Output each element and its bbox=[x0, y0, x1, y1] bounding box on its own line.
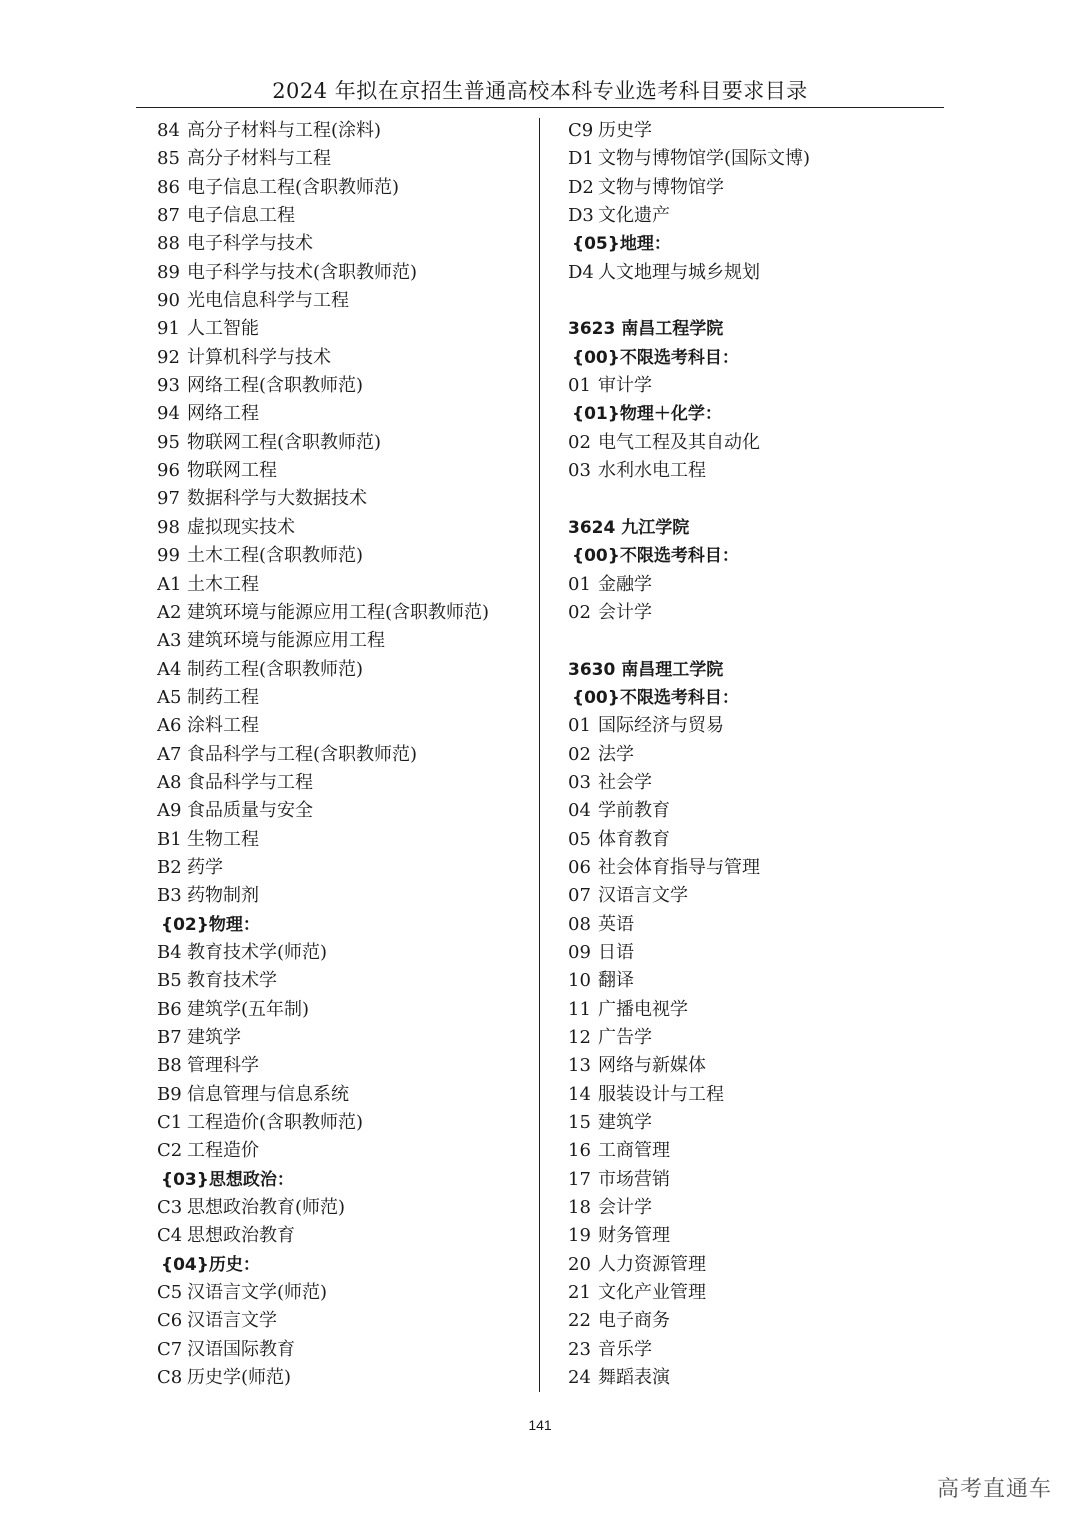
major-entry bbox=[157, 287, 532, 315]
major-code: 14 bbox=[568, 1083, 591, 1105]
major-name: 会计学 bbox=[598, 601, 652, 623]
watermark: 高考直通车 bbox=[936, 1477, 1052, 1502]
major-name: 社会学 bbox=[598, 771, 652, 793]
major-code: 86 bbox=[157, 176, 180, 198]
major-entry bbox=[157, 315, 532, 343]
major-code: 02 bbox=[568, 743, 591, 765]
major-code: 92 bbox=[157, 346, 180, 368]
major-name: 食品质量与安全 bbox=[187, 800, 313, 822]
major-code: 21 bbox=[568, 1282, 591, 1304]
major-code: C8 bbox=[157, 1367, 183, 1389]
major-entry bbox=[157, 117, 532, 145]
major-name: 汉语言文学 bbox=[187, 1310, 277, 1332]
major-entry bbox=[568, 1137, 938, 1165]
major-code: 93 bbox=[157, 375, 180, 397]
school-heading: 3623 南昌工程学院 bbox=[568, 319, 724, 340]
major-entry bbox=[157, 485, 532, 513]
major-entry bbox=[568, 854, 938, 882]
major-entry bbox=[568, 202, 938, 230]
major-name: 财务管理 bbox=[598, 1225, 670, 1247]
major-code: 99 bbox=[157, 545, 180, 567]
major-name: 网络工程 bbox=[187, 403, 259, 425]
major-code: 02 bbox=[568, 431, 591, 453]
column-divider bbox=[539, 118, 540, 1392]
major-entry bbox=[157, 854, 532, 882]
major-entry bbox=[568, 996, 938, 1024]
major-entry bbox=[568, 939, 938, 967]
major-entry bbox=[157, 1222, 532, 1250]
major-code: 10 bbox=[568, 970, 591, 992]
major-entry bbox=[568, 797, 938, 825]
major-name: 信息管理与信息系统 bbox=[187, 1083, 349, 1105]
major-entry bbox=[568, 1279, 938, 1307]
major-name: 金融学 bbox=[598, 573, 652, 595]
major-name: 广告学 bbox=[598, 1027, 652, 1048]
major-name: 虚拟现实技术 bbox=[187, 516, 295, 538]
major-name: 舞蹈表演 bbox=[598, 1367, 670, 1389]
major-code: C6 bbox=[157, 1310, 183, 1332]
major-entry bbox=[157, 1052, 532, 1080]
major-code: 89 bbox=[157, 261, 180, 283]
major-entry bbox=[568, 741, 938, 769]
subject-group-heading: {00}不限选考科目： bbox=[572, 546, 739, 567]
major-code: 94 bbox=[157, 403, 180, 425]
major-name: 翻译 bbox=[598, 970, 634, 992]
major-code: A8 bbox=[157, 771, 182, 793]
major-name: 高分子材料与工程 bbox=[187, 148, 331, 170]
major-name: 会计学 bbox=[598, 1197, 652, 1219]
major-entry bbox=[157, 1137, 532, 1165]
major-name: 建筑环境与能源应用工程 bbox=[187, 630, 385, 652]
major-name: 英语 bbox=[598, 913, 634, 935]
major-entry bbox=[157, 344, 532, 372]
major-name: 文化产业管理 bbox=[598, 1282, 706, 1304]
major-code: 22 bbox=[568, 1310, 591, 1332]
major-entry bbox=[157, 542, 532, 570]
major-name: 法学 bbox=[598, 743, 634, 765]
major-entry bbox=[568, 1024, 938, 1052]
major-code: 01 bbox=[568, 375, 591, 397]
major-name: 文物与博物馆学 bbox=[598, 176, 724, 198]
major-name: 国际经济与贸易 bbox=[598, 715, 724, 737]
major-code: B7 bbox=[157, 1027, 182, 1048]
major-entry bbox=[568, 967, 938, 995]
major-entry bbox=[157, 429, 532, 457]
major-name: 服装设计与工程 bbox=[598, 1083, 724, 1105]
major-code: 04 bbox=[568, 800, 591, 822]
page-number: 141 bbox=[528, 1417, 552, 1433]
major-code: 02 bbox=[568, 601, 591, 623]
major-entry bbox=[568, 769, 938, 797]
major-name: 电子信息工程 bbox=[187, 205, 295, 227]
major-code: A6 bbox=[157, 715, 182, 737]
major-name: 汉语言文学 bbox=[598, 885, 688, 907]
major-entry bbox=[157, 1109, 532, 1137]
major-name: 体育教育 bbox=[598, 828, 670, 850]
major-code: A4 bbox=[157, 658, 182, 680]
major-code: 23 bbox=[568, 1338, 591, 1360]
major-code: 95 bbox=[157, 431, 180, 453]
major-entry bbox=[568, 174, 938, 202]
major-entry bbox=[568, 1052, 938, 1080]
major-code: 18 bbox=[568, 1197, 591, 1219]
major-name: 市场营销 bbox=[598, 1168, 670, 1190]
major-name: 建筑学 bbox=[187, 1027, 241, 1048]
major-name: 工商管理 bbox=[598, 1140, 670, 1162]
major-code: 08 bbox=[568, 913, 591, 935]
major-code: 13 bbox=[568, 1055, 591, 1077]
major-name: 学前教育 bbox=[598, 800, 670, 822]
major-name: 历史学(师范) bbox=[187, 1367, 292, 1389]
major-name: 建筑学 bbox=[598, 1112, 652, 1134]
major-entry bbox=[568, 882, 938, 910]
major-name: 水利水电工程 bbox=[598, 460, 706, 482]
major-entry bbox=[157, 400, 532, 428]
major-code: A1 bbox=[157, 573, 182, 595]
major-entry bbox=[157, 712, 532, 740]
major-name: 日语 bbox=[598, 941, 634, 963]
major-entry bbox=[157, 1307, 532, 1335]
major-entry bbox=[157, 1081, 532, 1109]
spacer bbox=[568, 485, 938, 513]
subject-group-heading: {02}物理： bbox=[161, 914, 260, 935]
major-entry bbox=[568, 1109, 938, 1137]
major-name: 建筑环境与能源应用工程(含职教师范) bbox=[187, 601, 490, 623]
major-code: 87 bbox=[157, 205, 180, 227]
major-entry bbox=[157, 627, 532, 655]
major-entry bbox=[568, 911, 938, 939]
major-entry bbox=[157, 1336, 532, 1364]
major-name: 制药工程 bbox=[187, 686, 259, 708]
major-entry bbox=[157, 259, 532, 287]
major-entry bbox=[157, 996, 532, 1024]
major-name: 人力资源管理 bbox=[598, 1253, 706, 1275]
major-entry bbox=[157, 967, 532, 995]
major-name: 教育技术学 bbox=[187, 970, 277, 992]
major-entry bbox=[568, 1222, 938, 1250]
major-entry bbox=[157, 939, 532, 967]
major-code: B1 bbox=[157, 828, 182, 850]
major-code: 05 bbox=[568, 828, 591, 850]
major-code: 88 bbox=[157, 233, 180, 255]
major-entry bbox=[157, 1024, 532, 1052]
major-entry bbox=[157, 514, 532, 542]
major-code: D3 bbox=[568, 205, 594, 227]
major-name: 文物与博物馆学(国际文博) bbox=[598, 148, 811, 170]
major-entry bbox=[568, 145, 938, 173]
major-name: 电子信息工程(含职教师范) bbox=[187, 176, 400, 198]
major-code: 85 bbox=[157, 148, 180, 170]
major-code: C7 bbox=[157, 1338, 183, 1360]
major-entry bbox=[568, 372, 938, 400]
major-code: B2 bbox=[157, 856, 182, 878]
major-code: B6 bbox=[157, 998, 182, 1020]
major-entry bbox=[157, 797, 532, 825]
major-code: B3 bbox=[157, 885, 182, 907]
major-code: 24 bbox=[568, 1367, 591, 1389]
major-name: 文化遗产 bbox=[598, 205, 670, 227]
major-code: D1 bbox=[568, 148, 594, 170]
major-entry bbox=[568, 1364, 938, 1392]
major-code: C3 bbox=[157, 1197, 183, 1219]
major-entry bbox=[568, 1251, 938, 1279]
spacer bbox=[568, 287, 938, 315]
subject-group-heading: {04}历史： bbox=[161, 1254, 260, 1275]
major-code: 11 bbox=[568, 998, 591, 1020]
major-code: 15 bbox=[568, 1112, 591, 1134]
major-entry bbox=[157, 145, 532, 173]
major-name: 电子科学与技术(含职教师范) bbox=[187, 261, 418, 283]
major-code: 98 bbox=[157, 516, 180, 538]
major-entry bbox=[568, 259, 938, 287]
major-name: 食品科学与工程(含职教师范) bbox=[187, 743, 418, 765]
major-name: 涂料工程 bbox=[187, 715, 259, 737]
major-entry bbox=[157, 1279, 532, 1307]
major-entry bbox=[568, 1307, 938, 1335]
major-code: D2 bbox=[568, 176, 594, 198]
major-name: 建筑学(五年制) bbox=[187, 998, 310, 1020]
subject-group-heading: {01}物理＋化学： bbox=[572, 404, 722, 425]
subject-group-heading: {03}思想政治： bbox=[161, 1169, 294, 1190]
major-code: D4 bbox=[568, 261, 594, 283]
major-code: 19 bbox=[568, 1225, 591, 1247]
major-entry bbox=[157, 457, 532, 485]
major-code: 91 bbox=[157, 318, 180, 340]
major-code: 12 bbox=[568, 1027, 591, 1048]
major-entry bbox=[157, 741, 532, 769]
major-name: 工程造价(含职教师范) bbox=[187, 1112, 364, 1134]
major-entry bbox=[568, 826, 938, 854]
major-entry bbox=[157, 882, 532, 910]
major-entry bbox=[568, 1081, 938, 1109]
subject-group-heading: {00}不限选考科目： bbox=[572, 687, 739, 708]
major-name: 药学 bbox=[187, 856, 223, 878]
major-name: 计算机科学与技术 bbox=[187, 346, 331, 368]
major-name: 网络工程(含职教师范) bbox=[187, 375, 364, 397]
major-entry bbox=[157, 202, 532, 230]
major-name: 物联网工程(含职教师范) bbox=[187, 431, 382, 453]
major-code: B9 bbox=[157, 1083, 182, 1105]
major-code: A5 bbox=[157, 686, 182, 708]
major-code: 01 bbox=[568, 573, 591, 595]
major-name: 审计学 bbox=[598, 375, 652, 397]
major-name: 管理科学 bbox=[187, 1055, 259, 1077]
spacer bbox=[568, 627, 938, 655]
major-entry bbox=[157, 769, 532, 797]
major-code: A9 bbox=[157, 800, 182, 822]
major-code: 09 bbox=[568, 941, 591, 963]
major-name: 历史学 bbox=[598, 120, 652, 141]
major-entry bbox=[568, 1194, 938, 1222]
title-underline bbox=[136, 107, 944, 108]
major-entry bbox=[157, 1194, 532, 1222]
major-entry bbox=[568, 1336, 938, 1364]
right-column bbox=[568, 117, 938, 1392]
major-name: 药物制剂 bbox=[187, 885, 259, 907]
major-name: 制药工程(含职教师范) bbox=[187, 658, 364, 680]
major-name: 工程造价 bbox=[187, 1140, 259, 1162]
major-code: 06 bbox=[568, 856, 591, 878]
major-entry bbox=[568, 457, 938, 485]
major-entry bbox=[157, 1364, 532, 1392]
major-entry bbox=[568, 1166, 938, 1194]
major-entry bbox=[157, 684, 532, 712]
major-code: A2 bbox=[157, 601, 182, 623]
major-code: 07 bbox=[568, 885, 591, 907]
major-name: 电气工程及其自动化 bbox=[598, 431, 760, 453]
major-entry bbox=[568, 712, 938, 740]
major-name: 土木工程(含职教师范) bbox=[187, 545, 364, 567]
major-name: 思想政治教育 bbox=[187, 1225, 295, 1247]
major-code: 03 bbox=[568, 771, 591, 793]
major-code: 16 bbox=[568, 1140, 591, 1162]
major-name: 光电信息科学与工程 bbox=[187, 290, 349, 312]
major-code: C2 bbox=[157, 1140, 183, 1162]
major-name: 汉语言文学(师范) bbox=[187, 1282, 328, 1304]
major-entry bbox=[157, 656, 532, 684]
major-entry bbox=[157, 826, 532, 854]
major-name: 电子科学与技术 bbox=[187, 233, 313, 255]
major-name: 电子商务 bbox=[598, 1310, 670, 1332]
major-entry bbox=[568, 429, 938, 457]
major-name: 广播电视学 bbox=[598, 998, 688, 1020]
major-entry bbox=[157, 571, 532, 599]
school-heading: 3630 南昌理工学院 bbox=[568, 659, 724, 680]
major-entry bbox=[157, 230, 532, 258]
major-entry bbox=[568, 117, 938, 145]
major-name: 教育技术学(师范) bbox=[187, 941, 328, 963]
major-code: A7 bbox=[157, 743, 182, 765]
major-code: 03 bbox=[568, 460, 591, 482]
subject-group-heading: {05}地理： bbox=[572, 234, 671, 255]
major-code: C4 bbox=[157, 1225, 183, 1247]
left-column bbox=[157, 117, 532, 1392]
major-name: 人工智能 bbox=[187, 318, 259, 340]
major-code: A3 bbox=[157, 630, 182, 652]
major-name: 高分子材料与工程(涂料) bbox=[187, 120, 382, 141]
major-entry bbox=[157, 174, 532, 202]
page-title: 2024 年拟在京招生普通高校本科专业选考科目要求目录 bbox=[272, 79, 808, 103]
major-name: 人文地理与城乡规划 bbox=[598, 261, 760, 283]
major-code: C1 bbox=[157, 1112, 183, 1134]
subject-group-heading: {00}不限选考科目： bbox=[572, 347, 739, 368]
major-code: B5 bbox=[157, 970, 182, 992]
major-name: 网络与新媒体 bbox=[598, 1055, 706, 1077]
major-code: 01 bbox=[568, 715, 591, 737]
major-code: B8 bbox=[157, 1055, 182, 1077]
major-entry bbox=[568, 571, 938, 599]
major-name: 数据科学与大数据技术 bbox=[187, 488, 367, 510]
major-name: 汉语国际教育 bbox=[187, 1338, 295, 1360]
major-entry bbox=[568, 599, 938, 627]
major-name: 生物工程 bbox=[187, 828, 259, 850]
major-name: 食品科学与工程 bbox=[187, 771, 313, 793]
major-name: 土木工程 bbox=[187, 573, 259, 595]
school-heading: 3624 九江学院 bbox=[568, 517, 690, 538]
major-name: 社会体育指导与管理 bbox=[598, 856, 760, 878]
major-code: 20 bbox=[568, 1253, 591, 1275]
major-entry bbox=[157, 599, 532, 627]
major-code: C5 bbox=[157, 1282, 183, 1304]
major-code: 17 bbox=[568, 1168, 591, 1190]
major-code: C9 bbox=[568, 120, 594, 141]
major-code: 90 bbox=[157, 290, 180, 312]
major-code: 84 bbox=[157, 120, 180, 141]
major-code: 97 bbox=[157, 488, 180, 510]
major-name: 音乐学 bbox=[598, 1338, 652, 1360]
major-name: 物联网工程 bbox=[187, 460, 277, 482]
major-entry bbox=[157, 372, 532, 400]
major-code: B4 bbox=[157, 941, 182, 963]
major-code: 96 bbox=[157, 460, 180, 482]
major-name: 思想政治教育(师范) bbox=[187, 1197, 346, 1219]
